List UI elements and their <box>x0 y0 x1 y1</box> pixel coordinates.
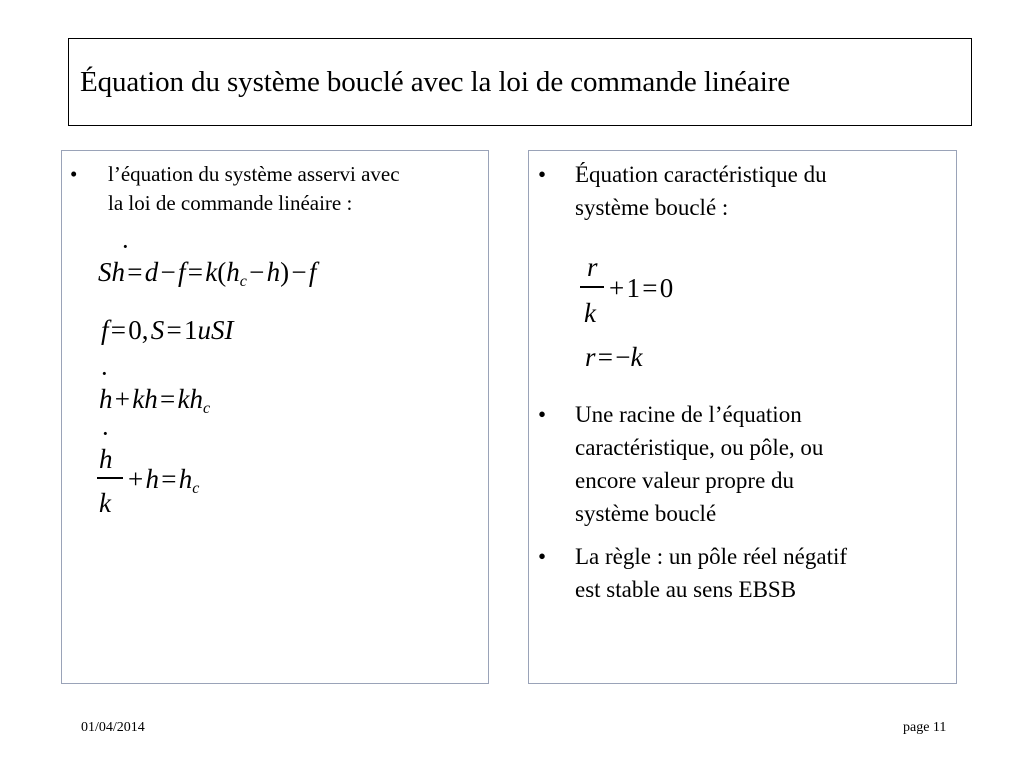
derivative-dot: · <box>101 419 110 448</box>
equation-normalized-rest: + h = $h_c$ <box>128 464 200 497</box>
fraction-bar <box>580 286 604 288</box>
left-bullet-line-2: la loi de commande linéaire : <box>108 191 353 215</box>
bullet-marker: • <box>70 162 78 186</box>
bullet-marker: • <box>538 162 547 187</box>
equation-normalized-denominator: k <box>99 488 111 518</box>
equation-normalized-numerator: h <box>99 444 113 474</box>
footer-page-number: page 11 <box>903 720 947 735</box>
char-eq-denominator: k <box>584 298 596 328</box>
right-bullet-2-line-2: caractéristique, ou pôle, ou <box>575 435 824 460</box>
right-bullet-3-line-2: est stable au sens EBSB <box>575 577 797 602</box>
equation-parameters: f = 0, S = 1uSI <box>101 315 234 345</box>
bullet-marker: • <box>538 544 547 569</box>
fraction-bar <box>97 477 123 479</box>
left-bullet-line-1: l’équation du système asservi avec <box>108 162 400 186</box>
title-box <box>68 38 972 126</box>
char-eq-numerator: r <box>587 252 598 282</box>
right-bullet-2-line-3: encore valeur propre du <box>575 468 795 493</box>
right-bullet-1-line-2: système bouclé : <box>575 195 729 220</box>
derivative-dot: · <box>100 359 109 388</box>
right-bullet-2-line-4: système bouclé <box>575 501 717 526</box>
bullet-marker: • <box>538 402 547 427</box>
char-eq-rest: + 1 = 0 <box>609 273 674 303</box>
right-bullet-2-line-1: Une racine de l’équation <box>575 402 802 427</box>
footer-date: 01/04/2014 <box>81 720 145 735</box>
equation-first-order: h + kh = $kh_c$ <box>99 384 211 417</box>
char-eq-root: r = −k <box>585 342 643 372</box>
derivative-dot: · <box>121 232 130 261</box>
left-content-panel <box>61 150 489 684</box>
slide-title: Équation du système bouclé avec la loi de commande linéaire <box>80 66 790 98</box>
right-bullet-1-line-1: Équation caractéristique du <box>575 162 827 187</box>
equation-system-dynamics: Sh = d − f = $k(h_c$ − h) − f <box>98 257 317 290</box>
right-bullet-3-line-1: La règle : un pôle réel négatif <box>575 544 848 569</box>
